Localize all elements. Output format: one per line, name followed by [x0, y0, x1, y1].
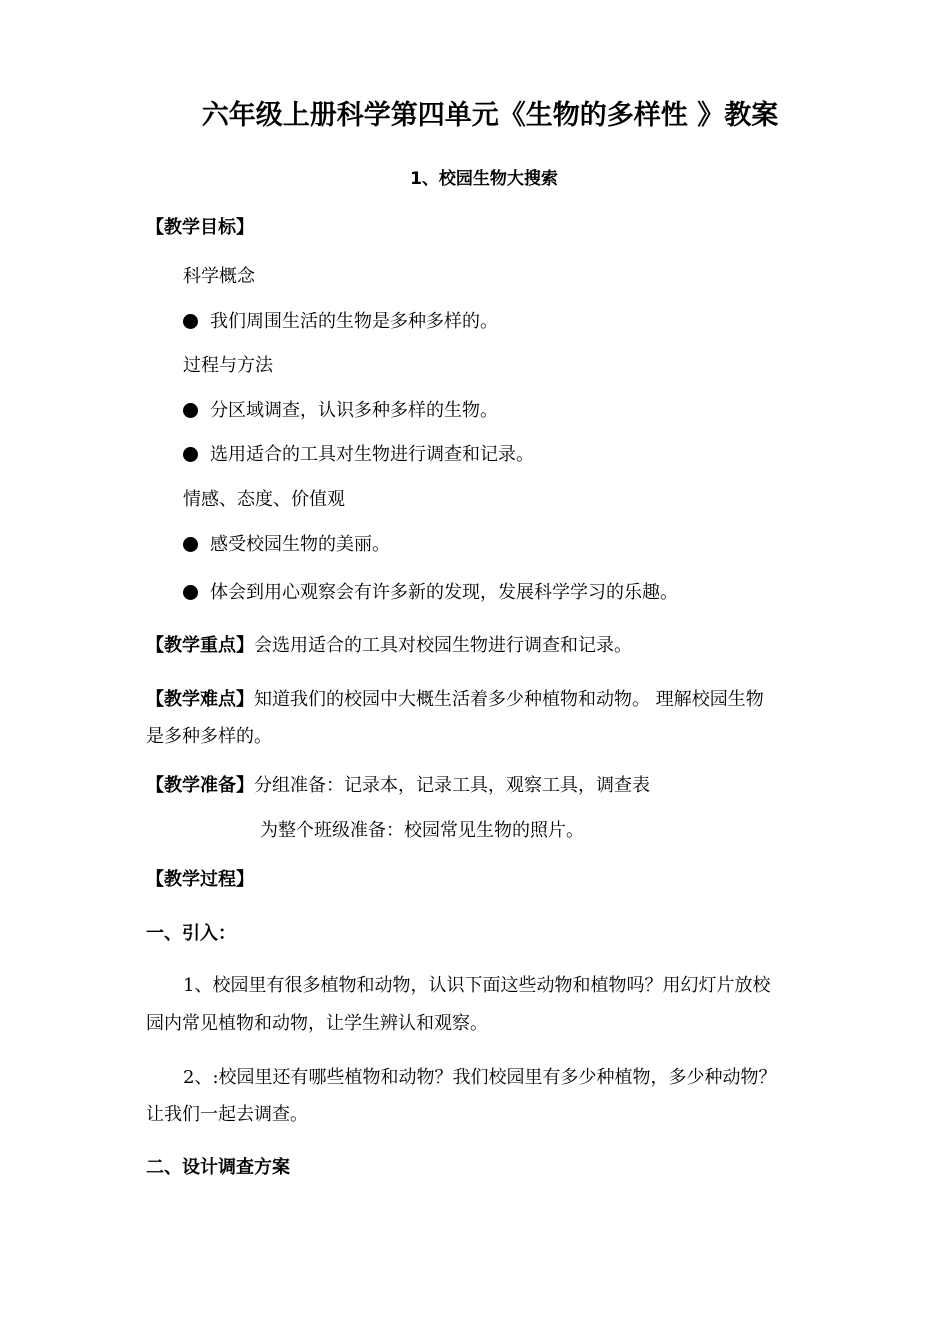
paragraph-1: 1、校园里有很多植物和动物，认识下面这些动物和植物吗？用幻灯片放校 — [183, 975, 771, 996]
list-item — [183, 533, 390, 557]
difficulty — [146, 688, 764, 712]
bullet-icon — [183, 314, 198, 329]
list-item — [183, 399, 498, 423]
bullet-icon — [183, 403, 198, 418]
lesson-title: 1、校园生物大搜索 — [410, 169, 558, 189]
bullet-icon — [183, 585, 198, 600]
bullet-icon — [183, 537, 198, 552]
list-item — [183, 581, 678, 605]
process-heading: 【教学过程】 — [146, 869, 254, 890]
preparation-label: 【教学准备】 — [146, 775, 254, 796]
list-item-text: 分区域调查，认识多种多样的生物。 — [210, 400, 498, 421]
list-item-text: 我们周围生活的生物是多种多样的。 — [210, 311, 498, 332]
list-item — [183, 310, 498, 334]
key-point — [146, 634, 632, 658]
difficulty-text-continued: 是多种多样的。 — [146, 726, 272, 747]
list-item-text: 选用适合的工具对生物进行调查和记录。 — [210, 444, 534, 465]
list-item — [183, 443, 534, 467]
paragraph-2: 2、:校园里还有哪些植物和动物？我们校园里有多少种植物，多少种动物？ — [183, 1067, 777, 1088]
document-title: 六年级上册科学第四单元《生物的多样性 》教案 — [201, 100, 779, 131]
paragraph-2-continued: 让我们一起去调查。 — [146, 1104, 308, 1125]
attitude-label: 情感、态度、价值观 — [183, 489, 345, 510]
difficulty-text: 知道我们的校园中大概生活着多少种植物和动物。 理解校园生物 — [254, 689, 764, 710]
key-point-label: 【教学重点】 — [146, 635, 254, 656]
list-item-text: 感受校园生物的美丽。 — [210, 534, 390, 555]
difficulty-label: 【教学难点】 — [146, 689, 254, 710]
concept-label: 科学概念 — [183, 266, 255, 287]
preparation — [146, 774, 650, 798]
section-heading-intro: 一、引入： — [146, 923, 236, 944]
preparation-class: 为整个班级准备：校园常见生物的照片。 — [260, 820, 584, 841]
bullet-icon — [183, 447, 198, 462]
section-heading-survey: 二、设计调查方案 — [146, 1157, 290, 1178]
objectives-heading: 【教学目标】 — [146, 217, 254, 238]
paragraph-1-continued: 园内常见植物和动物，让学生辨认和观察。 — [146, 1013, 488, 1034]
key-point-text: 会选用适合的工具对校园生物进行调查和记录。 — [254, 635, 632, 656]
process-method-label: 过程与方法 — [183, 355, 273, 376]
preparation-group: 分组准备：记录本，记录工具，观察工具，调查表 — [254, 775, 650, 796]
list-item-text: 体会到用心观察会有许多新的发现，发展科学学习的乐趣。 — [210, 582, 678, 603]
